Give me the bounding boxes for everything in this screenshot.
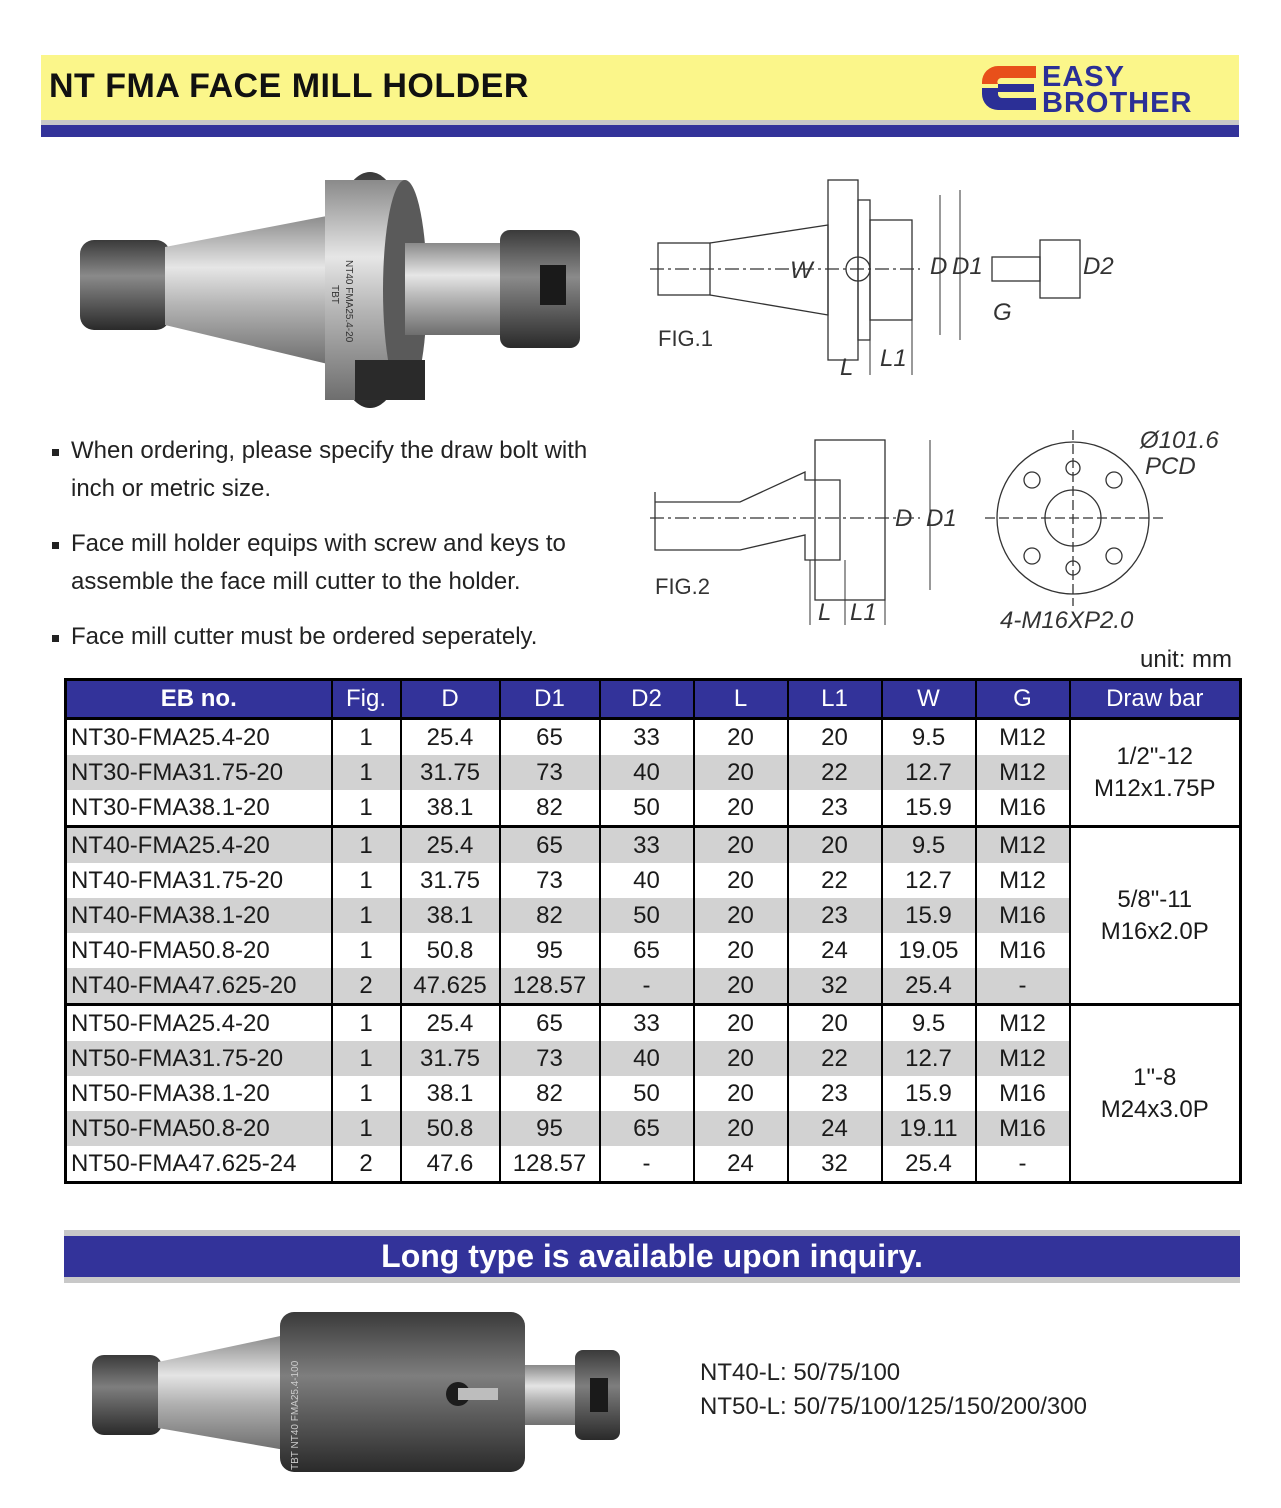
col-header-w: W — [882, 680, 976, 719]
fig2-label-d: D — [895, 505, 913, 532]
brand-name-line2: BROTHER — [1042, 87, 1193, 119]
long-type-nt50: NT50-L: 50/75/100/125/150/200/300 — [700, 1393, 1087, 1420]
fig1-label-d1: D1 — [952, 253, 983, 280]
fig2-caption: FIG.2 — [655, 574, 711, 599]
cell-d: 50.8 — [401, 933, 500, 968]
cell-d2: - — [600, 968, 694, 1005]
cell-d1: 95 — [500, 933, 600, 968]
cell-l1: 24 — [788, 1111, 882, 1146]
cell-l1: 23 — [788, 1076, 882, 1111]
brand-name-line1: EASY — [1042, 61, 1125, 93]
cell-d1: 65 — [500, 1005, 600, 1042]
cell-w: 12.7 — [882, 1041, 976, 1076]
fig1-label-d: D — [930, 253, 948, 280]
cell-l: 20 — [694, 1005, 788, 1042]
col-header-d: D — [401, 680, 500, 719]
fig1-label-g: G — [993, 299, 1012, 326]
cell-l: 20 — [694, 790, 788, 827]
cell-l1: 32 — [788, 1146, 882, 1183]
fig2-bolt-spec: 4-M16XP2.0 — [1000, 607, 1134, 634]
long-type-product-photo — [50, 1300, 640, 1480]
table-row — [66, 933, 1241, 968]
cell-l1: 23 — [788, 790, 882, 827]
cell-fig: 2 — [332, 1146, 401, 1183]
cell-d1: 65 — [500, 827, 600, 864]
cell-w: 19.05 — [882, 933, 976, 968]
cell-d2: 50 — [600, 898, 694, 933]
draw-bar-inch: 1/2"-12 — [1116, 742, 1194, 770]
fig1-caption: FIG.1 — [658, 326, 714, 351]
product-label-brand: TBT — [329, 285, 340, 304]
cell-eb-no: NT30-FMA31.75-20 — [66, 755, 332, 790]
cell-g: M16 — [976, 933, 1070, 968]
cell-l: 24 — [694, 1146, 788, 1183]
cell-d2: 50 — [600, 1076, 694, 1111]
cell-d: 47.6 — [401, 1146, 500, 1183]
brand-logo — [976, 60, 1234, 119]
fig1-label-d2: D2 — [1083, 253, 1114, 280]
cell-w: 15.9 — [882, 898, 976, 933]
fig2-label-l1: L1 — [850, 599, 877, 626]
product-label-model: NT40 FMA25.4-20 — [343, 260, 354, 343]
cell-d1: 128.57 — [500, 1146, 600, 1183]
cell-d: 38.1 — [401, 790, 500, 827]
logo-mark-icon — [976, 60, 1038, 116]
cell-l1: 23 — [788, 898, 882, 933]
col-header-l1: L1 — [788, 680, 882, 719]
cell-d1: 73 — [500, 755, 600, 790]
draw-bar-metric: M12x1.75P — [1094, 774, 1216, 802]
cell-g: M12 — [976, 1041, 1070, 1076]
cell-d2: 65 — [600, 1111, 694, 1146]
cell-fig: 1 — [332, 933, 401, 968]
cell-l1: 22 — [788, 863, 882, 898]
cell-d: 25.4 — [401, 1005, 500, 1042]
cell-eb-no: NT40-FMA47.625-20 — [66, 968, 332, 1005]
col-header-g: G — [976, 680, 1070, 719]
figure-2-diagram — [640, 420, 1240, 640]
cell-d: 31.75 — [401, 755, 500, 790]
page-title: NT FMA FACE MILL HOLDER — [49, 67, 529, 105]
cell-d: 38.1 — [401, 898, 500, 933]
cell-d: 25.4 — [401, 719, 500, 756]
long-type-banner — [64, 1236, 1240, 1277]
cell-fig: 1 — [332, 755, 401, 790]
table-row — [66, 719, 1241, 756]
cell-l: 20 — [694, 1111, 788, 1146]
cell-d2: 40 — [600, 863, 694, 898]
cell-d: 38.1 — [401, 1076, 500, 1111]
cell-l1: 20 — [788, 827, 882, 864]
table-row — [66, 1146, 1241, 1183]
cell-fig: 1 — [332, 1041, 401, 1076]
cell-l: 20 — [694, 898, 788, 933]
cell-eb-no: NT50-FMA38.1-20 — [66, 1076, 332, 1111]
cell-d1: 128.57 — [500, 968, 600, 1005]
cell-d2: 33 — [600, 1005, 694, 1042]
cell-w: 12.7 — [882, 863, 976, 898]
spec-table — [64, 678, 1242, 1184]
cell-l1: 22 — [788, 755, 882, 790]
banner-text: Long type is available upon inquiry. — [381, 1238, 923, 1274]
cell-g: M12 — [976, 827, 1070, 864]
cell-fig: 1 — [332, 1076, 401, 1111]
draw-bar-inch: 5/8"-11 — [1117, 885, 1193, 913]
cell-w: 25.4 — [882, 968, 976, 1005]
cell-d: 31.75 — [401, 863, 500, 898]
draw-bar-metric: M16x2.0P — [1100, 917, 1209, 945]
cell-g: M16 — [976, 790, 1070, 827]
cell-eb-no: NT50-FMA31.75-20 — [66, 1041, 332, 1076]
cell-d2: 33 — [600, 719, 694, 756]
cell-fig: 1 — [332, 1005, 401, 1042]
cell-l: 20 — [694, 1041, 788, 1076]
cell-eb-no: NT40-FMA25.4-20 — [66, 827, 332, 864]
cell-d: 31.75 — [401, 1041, 500, 1076]
fig1-label-w: W — [790, 257, 813, 284]
cell-eb-no: NT40-FMA38.1-20 — [66, 898, 332, 933]
cell-d1: 73 — [500, 863, 600, 898]
cell-fig: 2 — [332, 968, 401, 1005]
table-row — [66, 790, 1241, 827]
cell-d2: 33 — [600, 827, 694, 864]
long-type-nt40: NT40-L: 50/75/100 — [700, 1359, 901, 1386]
cell-d: 47.625 — [401, 968, 500, 1005]
table-row — [66, 1005, 1241, 1042]
cell-fig: 1 — [332, 1111, 401, 1146]
table-row — [66, 898, 1241, 933]
note-item: When ordering, please specify the draw bolt with inch or metric size. — [50, 432, 630, 508]
col-header-fig: Fig. — [332, 680, 401, 719]
cell-g: M12 — [976, 863, 1070, 898]
col-header-draw-bar: Draw bar — [1070, 680, 1241, 719]
col-header-l: L — [694, 680, 788, 719]
cell-eb-no: NT50-FMA47.625-24 — [66, 1146, 332, 1183]
cell-w: 9.5 — [882, 827, 976, 864]
long-type-options — [700, 1356, 1087, 1424]
cell-eb-no: NT40-FMA31.75-20 — [66, 863, 332, 898]
fig1-label-l: L — [840, 354, 854, 381]
cell-l1: 20 — [788, 719, 882, 756]
cell-d1: 73 — [500, 1041, 600, 1076]
cell-d2: 50 — [600, 790, 694, 827]
cell-w: 9.5 — [882, 719, 976, 756]
header-underline — [41, 125, 1239, 137]
unit-label: unit: mm — [1140, 646, 1233, 673]
cell-draw-bar — [1070, 1005, 1241, 1183]
draw-bar-inch: 1"-8 — [1133, 1063, 1177, 1091]
cell-d: 50.8 — [401, 1111, 500, 1146]
cell-d2: - — [600, 1146, 694, 1183]
table-row — [66, 1111, 1241, 1146]
cell-g: - — [976, 968, 1070, 1005]
cell-l1: 20 — [788, 1005, 882, 1042]
table-row — [66, 1041, 1241, 1076]
cell-eb-no: NT50-FMA50.8-20 — [66, 1111, 332, 1146]
cell-g: M12 — [976, 755, 1070, 790]
cell-d1: 95 — [500, 1111, 600, 1146]
cell-l: 20 — [694, 1076, 788, 1111]
cell-d: 25.4 — [401, 827, 500, 864]
cell-eb-no: NT30-FMA25.4-20 — [66, 719, 332, 756]
cell-d1: 82 — [500, 1076, 600, 1111]
col-header-d1: D1 — [500, 680, 600, 719]
banner-bottom-rule — [64, 1277, 1240, 1283]
col-header-d2: D2 — [600, 680, 694, 719]
figure-1-diagram — [640, 170, 1140, 390]
table-row — [66, 968, 1241, 1005]
cell-w: 25.4 — [882, 1146, 976, 1183]
cell-d1: 82 — [500, 790, 600, 827]
note-item: Face mill cutter must be ordered seperately. — [50, 618, 630, 656]
cell-fig: 1 — [332, 863, 401, 898]
cell-l: 20 — [694, 827, 788, 864]
table-row — [66, 863, 1241, 898]
cell-g: M16 — [976, 898, 1070, 933]
fig2-pcd-diameter: Ø101.6 — [1140, 427, 1219, 454]
cell-w: 15.9 — [882, 790, 976, 827]
cell-l1: 24 — [788, 933, 882, 968]
cell-g: M12 — [976, 1005, 1070, 1042]
cell-draw-bar — [1070, 827, 1241, 1005]
cell-d2: 40 — [600, 1041, 694, 1076]
col-header-eb-no: EB no. — [66, 680, 332, 719]
cell-l: 20 — [694, 719, 788, 756]
note-item: Face mill holder equips with screw and keys to assemble the face mill cutter to the holder. — [50, 525, 630, 601]
cell-draw-bar — [1070, 719, 1241, 827]
cell-w: 19.11 — [882, 1111, 976, 1146]
cell-w: 12.7 — [882, 755, 976, 790]
cell-d1: 82 — [500, 898, 600, 933]
cell-d1: 65 — [500, 719, 600, 756]
table-row — [66, 827, 1241, 864]
table-row — [66, 755, 1241, 790]
cell-eb-no: NT40-FMA50.8-20 — [66, 933, 332, 968]
cell-l: 20 — [694, 968, 788, 1005]
cell-w: 15.9 — [882, 1076, 976, 1111]
cell-eb-no: NT50-FMA25.4-20 — [66, 1005, 332, 1042]
cell-fig: 1 — [332, 719, 401, 756]
cell-eb-no: NT30-FMA38.1-20 — [66, 790, 332, 827]
long-product-label: TBT NT40 FMA25.4-100 — [290, 1360, 301, 1470]
cell-g: M12 — [976, 719, 1070, 756]
draw-bar-metric: M24x3.0P — [1100, 1095, 1209, 1123]
cell-fig: 1 — [332, 790, 401, 827]
fig2-pcd-label: PCD — [1145, 453, 1196, 480]
table-header-row — [66, 680, 1241, 719]
cell-d2: 65 — [600, 933, 694, 968]
cell-l1: 22 — [788, 1041, 882, 1076]
table-row — [66, 1076, 1241, 1111]
cell-fig: 1 — [332, 827, 401, 864]
fig1-label-l1: L1 — [880, 345, 907, 372]
cell-g: M16 — [976, 1076, 1070, 1111]
cell-l1: 32 — [788, 968, 882, 1005]
cell-d2: 40 — [600, 755, 694, 790]
cell-fig: 1 — [332, 898, 401, 933]
cell-l: 20 — [694, 933, 788, 968]
product-photo — [70, 165, 590, 415]
cell-w: 9.5 — [882, 1005, 976, 1042]
cell-g: M16 — [976, 1111, 1070, 1146]
cell-g: - — [976, 1146, 1070, 1183]
cell-l: 20 — [694, 863, 788, 898]
cell-l: 20 — [694, 755, 788, 790]
fig2-label-d1: D1 — [926, 505, 957, 532]
fig2-label-l: L — [818, 599, 832, 626]
ordering-notes — [50, 432, 630, 673]
